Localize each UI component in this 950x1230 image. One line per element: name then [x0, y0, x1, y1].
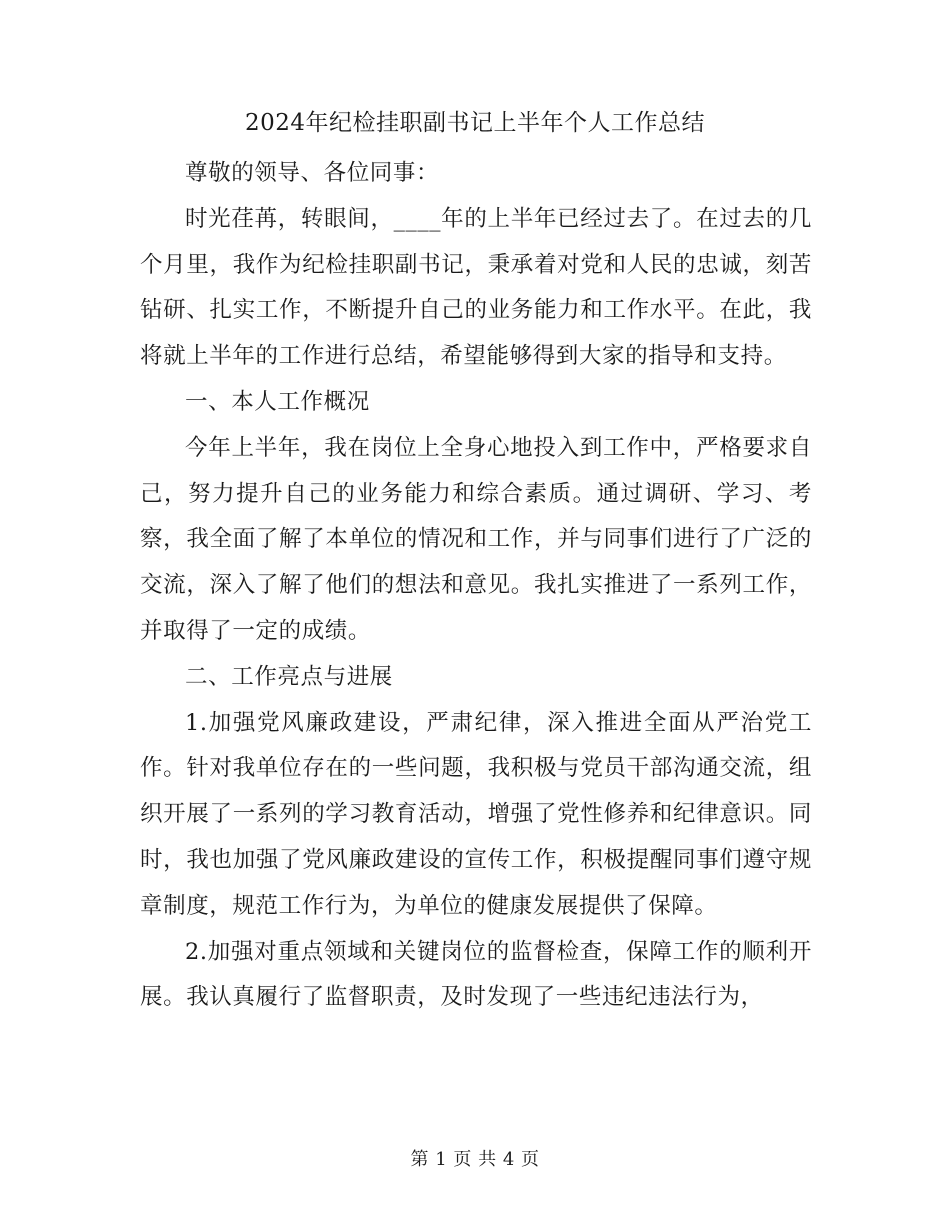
highlight-item-2-paragraph: 2.加强对重点领域和关键岗位的监督检查，保障工作的顺利开展。我认真履行了监督职责，及时发现了一些违纪违法行为， — [140, 938, 812, 1011]
salutation-paragraph: 尊敬的领导、各位同事： — [185, 160, 440, 186]
page-number-footer: 第 1 页 共 4 页 — [410, 1149, 540, 1170]
intro-paragraph: 时光荏苒，转眼间，____年的上半年已经过去了。在过去的几个月里，我作为纪检挂职副书记，秉承着对党和人民的忠诚，刻苦钻研、扎实工作，不断提升自己的业务能力和工作水平。在此，我将就上半年的工作进行总结，希望能够得到大家的指导和支持。 — [140, 205, 812, 370]
highlight-item-1-paragraph: 1.加强党风廉政建设，严肃纪律，深入推进全面从严治党工作。针对我单位存在的一些问题，我积极与党员干部沟通交流，组织开展了一系列的学习教育活动，增强了党性修养和纪律意识。同时，我也加强了党风廉政建设的宣传工作，积极提醒同事们遵守规章制度，规范工作行为，为单位的健康发展提供了保障。 — [140, 709, 812, 919]
section-heading-overview: 一、本人工作概况 — [185, 388, 370, 415]
section-heading-highlights: 二、工作亮点与进展 — [185, 663, 393, 690]
document-body — [140, 151, 812, 1021]
overview-paragraph: 今年上半年，我在岗位上全身心地投入到工作中，严格要求自己，努力提升自己的业务能力和综合素质。通过调研、学习、考察，我全面了解了本单位的情况和工作，并与同事们进行了广泛的交流，深入了解了他们的想法和意见。我扎实推进了一系列工作，并取得了一定的成绩。 — [140, 434, 812, 644]
document-title: 2024年纪检挂职副书记上半年个人工作总结 — [244, 110, 706, 136]
